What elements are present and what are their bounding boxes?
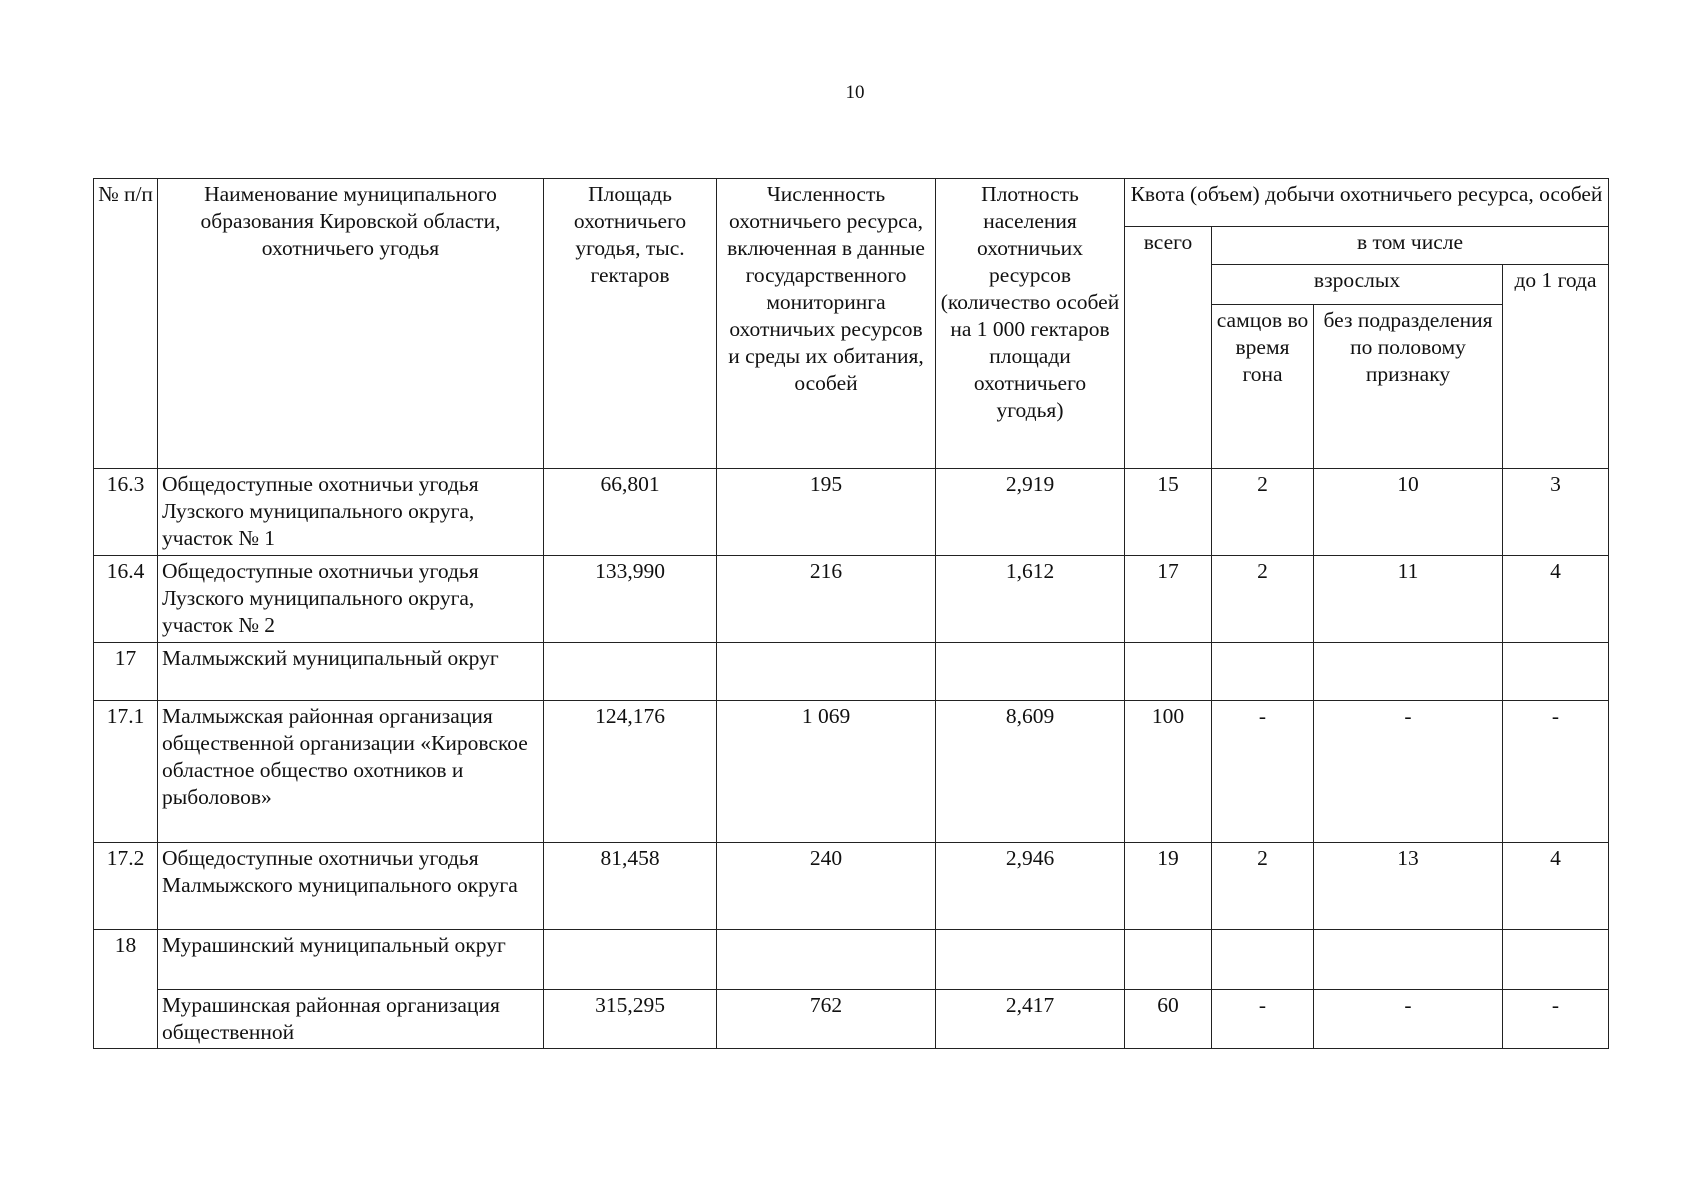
page-number: 10: [845, 82, 865, 103]
cell-area: 315,295: [544, 990, 717, 1049]
cell-area: [544, 643, 717, 701]
cell-area: 66,801: [544, 469, 717, 556]
cell-males: [1212, 643, 1314, 701]
header-quota: Квота (объем) добычи охотничьего ресурса, особей: [1125, 179, 1609, 227]
cell-under-year: [1503, 643, 1609, 701]
cell-total: 60: [1125, 990, 1212, 1049]
cell-population: 762: [717, 990, 936, 1049]
cell-total: 15: [1125, 469, 1212, 556]
cell-total: 17: [1125, 556, 1212, 643]
cell-under-year: 4: [1503, 843, 1609, 930]
cell-no-sex: [1314, 643, 1503, 701]
cell-name: Общедоступные охотничьи угодья Малмыжского муниципального округа: [158, 843, 544, 930]
cell-num: 17.1: [94, 701, 158, 843]
cell-population: [717, 930, 936, 990]
cell-under-year: 3: [1503, 469, 1609, 556]
cell-males: 2: [1212, 556, 1314, 643]
table-row: [94, 556, 1609, 643]
table-row: [94, 843, 1609, 930]
header-population: Численность охотничьего ресурса, включенная в данные государственного мониторинга охотничьих ресурсов и среды их обитания, особей: [717, 179, 936, 469]
table-row: [94, 643, 1609, 701]
cell-area: 124,176: [544, 701, 717, 843]
cell-name: Общедоступные охотничьи угодья Лузского муниципального округа, участок № 2: [158, 556, 544, 643]
cell-total: [1125, 930, 1212, 990]
cell-under-year: [1503, 930, 1609, 990]
cell-name: Малмыжская районная организация общественной организации «Кировское областное общество охотников и рыболовов»: [158, 701, 544, 843]
cell-density: 8,609: [936, 701, 1125, 843]
table-row: [94, 930, 1609, 990]
cell-total: 100: [1125, 701, 1212, 843]
cell-density: [936, 930, 1125, 990]
cell-males: [1212, 930, 1314, 990]
cell-name: Мурашинская районная организация общественной: [158, 990, 544, 1049]
cell-males: -: [1212, 701, 1314, 843]
header-no-sex-division: без подразделения по половому признаку: [1314, 305, 1503, 469]
table-row: [94, 469, 1609, 556]
cell-under-year: -: [1503, 701, 1609, 843]
cell-area: 133,990: [544, 556, 717, 643]
hunting-quota-table: [93, 178, 1609, 1049]
cell-name: Общедоступные охотничьи угодья Лузского муниципального округа, участок № 1: [158, 469, 544, 556]
cell-density: 2,946: [936, 843, 1125, 930]
cell-num: 16.4: [94, 556, 158, 643]
header-area: Площадь охотничьего угодья, тыс. гектаров: [544, 179, 717, 469]
cell-no-sex: [1314, 930, 1503, 990]
cell-density: 1,612: [936, 556, 1125, 643]
header-including: в том числе: [1212, 227, 1609, 265]
cell-num: 18: [94, 930, 158, 1049]
cell-population: 1 069: [717, 701, 936, 843]
cell-males: 2: [1212, 843, 1314, 930]
cell-population: 240: [717, 843, 936, 930]
cell-no-sex: -: [1314, 990, 1503, 1049]
cell-density: 2,919: [936, 469, 1125, 556]
cell-males: -: [1212, 990, 1314, 1049]
header-num: № п/п: [94, 179, 158, 469]
cell-population: 216: [717, 556, 936, 643]
cell-total: 19: [1125, 843, 1212, 930]
header-name: Наименование муниципального образования Кировской области, охотничьего угодья: [158, 179, 544, 469]
cell-males: 2: [1212, 469, 1314, 556]
header-total: всего: [1125, 227, 1212, 469]
header-under-year: до 1 года: [1503, 265, 1609, 469]
header-adults: взрослых: [1212, 265, 1503, 305]
cell-density: 2,417: [936, 990, 1125, 1049]
table-row: [94, 990, 1609, 1049]
cell-no-sex: 13: [1314, 843, 1503, 930]
cell-under-year: 4: [1503, 556, 1609, 643]
cell-area: 81,458: [544, 843, 717, 930]
header-males-rut: самцов во время гона: [1212, 305, 1314, 469]
table-row: [94, 701, 1609, 843]
cell-population: [717, 643, 936, 701]
cell-num: 16.3: [94, 469, 158, 556]
cell-no-sex: -: [1314, 701, 1503, 843]
cell-area: [544, 930, 717, 990]
cell-density: [936, 643, 1125, 701]
cell-no-sex: 11: [1314, 556, 1503, 643]
cell-population: 195: [717, 469, 936, 556]
cell-num: 17: [94, 643, 158, 701]
header-density: Плотность населения охотничьих ресурсов (количество особей на 1 000 гектаров площади охотничьего угодья): [936, 179, 1125, 469]
cell-no-sex: 10: [1314, 469, 1503, 556]
cell-name: Малмыжский муниципальный округ: [158, 643, 544, 701]
cell-under-year: -: [1503, 990, 1609, 1049]
cell-name: Мурашинский муниципальный округ: [158, 930, 544, 990]
cell-total: [1125, 643, 1212, 701]
cell-num: 17.2: [94, 843, 158, 930]
